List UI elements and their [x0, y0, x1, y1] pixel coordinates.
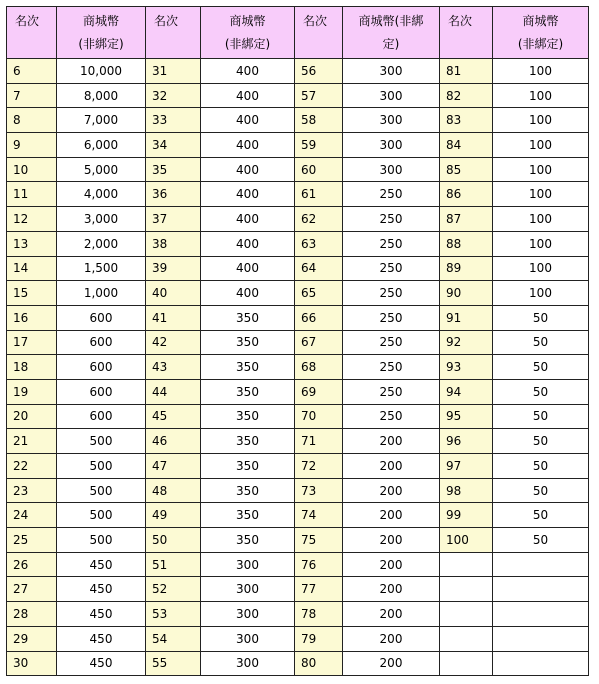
table-row: [7, 552, 589, 577]
rank-cell: 39: [146, 256, 201, 281]
amount-cell: 300: [343, 108, 440, 133]
amount-cell: 100: [493, 157, 589, 182]
rank-cell: 63: [295, 231, 343, 256]
amount-cell: 50: [493, 305, 589, 330]
amount-cell: 450: [57, 577, 146, 602]
amount-cell: 50: [493, 429, 589, 454]
rank-cell: 7: [7, 83, 57, 108]
header-rank-2: 名次: [146, 7, 201, 59]
rank-cell: 53: [146, 602, 201, 627]
amount-cell: 8,000: [57, 83, 146, 108]
amount-cell: 600: [57, 404, 146, 429]
rank-cell: 35: [146, 157, 201, 182]
amount-cell: 300: [343, 83, 440, 108]
header-amount-2: [201, 7, 295, 59]
rank-cell: 25: [7, 528, 57, 553]
rank-cell: 9: [7, 133, 57, 158]
amount-cell: 400: [201, 83, 295, 108]
empty-cell: [440, 552, 493, 577]
amount-cell: 300: [201, 626, 295, 651]
rank-cell: 78: [295, 602, 343, 627]
amount-cell: 100: [493, 108, 589, 133]
rank-cell: 51: [146, 552, 201, 577]
rank-cell: 36: [146, 182, 201, 207]
amount-cell: 450: [57, 552, 146, 577]
table-row: [7, 602, 589, 627]
rank-cell: 74: [295, 503, 343, 528]
rank-cell: 55: [146, 651, 201, 676]
amount-cell: 250: [343, 355, 440, 380]
header-amount-2-line-1: 商城幣: [229, 14, 266, 28]
amount-cell: 250: [343, 404, 440, 429]
table-row: [7, 157, 589, 182]
header-amount-3: [343, 7, 440, 59]
table-row: [7, 83, 589, 108]
amount-cell: 3,000: [57, 207, 146, 232]
amount-cell: 350: [201, 429, 295, 454]
rank-cell: 64: [295, 256, 343, 281]
table-row: [7, 133, 589, 158]
rank-cell: 56: [295, 59, 343, 84]
amount-cell: 50: [493, 379, 589, 404]
rank-cell: 19: [7, 379, 57, 404]
amount-cell: 250: [343, 182, 440, 207]
rank-cell: 59: [295, 133, 343, 158]
rank-cell: 83: [440, 108, 493, 133]
rank-cell: 49: [146, 503, 201, 528]
rank-cell: 40: [146, 281, 201, 306]
header-rank-1: 名次: [7, 7, 57, 59]
rank-cell: 70: [295, 404, 343, 429]
header-amount-4-line-2: (非綁定): [517, 37, 564, 51]
amount-cell: 500: [57, 528, 146, 553]
amount-cell: 500: [57, 429, 146, 454]
amount-cell: 250: [343, 207, 440, 232]
amount-cell: 1,500: [57, 256, 146, 281]
amount-cell: 250: [343, 379, 440, 404]
rank-cell: 100: [440, 528, 493, 553]
amount-cell: 200: [343, 528, 440, 553]
rank-cell: 30: [7, 651, 57, 676]
amount-cell: 450: [57, 626, 146, 651]
amount-cell: 400: [201, 256, 295, 281]
amount-cell: 300: [201, 651, 295, 676]
amount-cell: 100: [493, 133, 589, 158]
amount-cell: 400: [201, 59, 295, 84]
rank-cell: 22: [7, 454, 57, 479]
amount-cell: 500: [57, 503, 146, 528]
rank-cell: 60: [295, 157, 343, 182]
rank-cell: 92: [440, 330, 493, 355]
amount-cell: 200: [343, 626, 440, 651]
header-amount-1: [57, 7, 146, 59]
empty-cell: [440, 651, 493, 676]
rank-cell: 80: [295, 651, 343, 676]
rank-cell: 84: [440, 133, 493, 158]
rank-cell: 47: [146, 454, 201, 479]
amount-cell: 350: [201, 478, 295, 503]
amount-cell: 300: [201, 602, 295, 627]
rank-cell: 34: [146, 133, 201, 158]
amount-cell: 400: [201, 157, 295, 182]
table-row: [7, 207, 589, 232]
rank-cell: 52: [146, 577, 201, 602]
rank-cell: 48: [146, 478, 201, 503]
rank-cell: 66: [295, 305, 343, 330]
table-row: [7, 256, 589, 281]
amount-cell: 200: [343, 577, 440, 602]
amount-cell: 300: [343, 133, 440, 158]
table-row: [7, 528, 589, 553]
rank-cell: 57: [295, 83, 343, 108]
rank-cell: 45: [146, 404, 201, 429]
amount-cell: 200: [343, 454, 440, 479]
rank-cell: 82: [440, 83, 493, 108]
rank-cell: 68: [295, 355, 343, 380]
rank-cell: 23: [7, 478, 57, 503]
rank-cell: 28: [7, 602, 57, 627]
amount-cell: 350: [201, 454, 295, 479]
table-row: [7, 379, 589, 404]
rank-cell: 8: [7, 108, 57, 133]
rank-cell: 20: [7, 404, 57, 429]
rank-cell: 86: [440, 182, 493, 207]
table-row: [7, 108, 589, 133]
rank-cell: 77: [295, 577, 343, 602]
amount-cell: 200: [343, 429, 440, 454]
rank-cell: 32: [146, 83, 201, 108]
amount-cell: 600: [57, 330, 146, 355]
rank-cell: 98: [440, 478, 493, 503]
rank-cell: 10: [7, 157, 57, 182]
table-row: [7, 454, 589, 479]
amount-cell: 300: [201, 552, 295, 577]
rank-cell: 61: [295, 182, 343, 207]
rank-cell: 96: [440, 429, 493, 454]
amount-cell: 500: [57, 454, 146, 479]
rank-cell: 95: [440, 404, 493, 429]
table-row: [7, 503, 589, 528]
rank-cell: 50: [146, 528, 201, 553]
rank-cell: 44: [146, 379, 201, 404]
rank-cell: 81: [440, 59, 493, 84]
empty-cell: [493, 626, 589, 651]
rank-cell: 26: [7, 552, 57, 577]
rank-cell: 73: [295, 478, 343, 503]
rank-cell: 76: [295, 552, 343, 577]
amount-cell: 50: [493, 528, 589, 553]
rank-cell: 15: [7, 281, 57, 306]
rank-cell: 85: [440, 157, 493, 182]
rank-cell: 54: [146, 626, 201, 651]
amount-cell: 50: [493, 355, 589, 380]
rank-cell: 69: [295, 379, 343, 404]
table-row: [7, 626, 589, 651]
header-rank-3: 名次: [295, 7, 343, 59]
rank-cell: 99: [440, 503, 493, 528]
header-row: [7, 7, 589, 59]
table-row: [7, 651, 589, 676]
rank-cell: 89: [440, 256, 493, 281]
empty-cell: [493, 651, 589, 676]
rank-cell: 42: [146, 330, 201, 355]
amount-cell: 400: [201, 133, 295, 158]
amount-cell: 300: [201, 577, 295, 602]
rank-cell: 11: [7, 182, 57, 207]
amount-cell: 200: [343, 478, 440, 503]
table-row: [7, 59, 589, 84]
amount-cell: 400: [201, 281, 295, 306]
amount-cell: 100: [493, 83, 589, 108]
header-amount-4-line-1: 商城幣: [522, 14, 559, 28]
amount-cell: 100: [493, 281, 589, 306]
amount-cell: 4,000: [57, 182, 146, 207]
header-amount-1-line-1: 商城幣: [82, 14, 119, 28]
amount-cell: 200: [343, 602, 440, 627]
amount-cell: 500: [57, 478, 146, 503]
amount-cell: 50: [493, 404, 589, 429]
header-amount-3-line-2: 定): [382, 37, 400, 51]
rank-cell: 46: [146, 429, 201, 454]
rank-cell: 90: [440, 281, 493, 306]
amount-cell: 100: [493, 207, 589, 232]
rank-cell: 62: [295, 207, 343, 232]
amount-cell: 250: [343, 231, 440, 256]
rank-cell: 71: [295, 429, 343, 454]
amount-cell: 200: [343, 503, 440, 528]
amount-cell: 250: [343, 256, 440, 281]
header-amount-4: [493, 7, 589, 59]
rank-cell: 43: [146, 355, 201, 380]
amount-cell: 100: [493, 182, 589, 207]
rank-cell: 29: [7, 626, 57, 651]
rank-cell: 27: [7, 577, 57, 602]
rank-cell: 75: [295, 528, 343, 553]
amount-cell: 400: [201, 182, 295, 207]
amount-cell: 450: [57, 651, 146, 676]
amount-cell: 250: [343, 281, 440, 306]
rank-cell: 58: [295, 108, 343, 133]
amount-cell: 400: [201, 207, 295, 232]
table-row: [7, 577, 589, 602]
amount-cell: 350: [201, 330, 295, 355]
amount-cell: 50: [493, 503, 589, 528]
rank-cell: 18: [7, 355, 57, 380]
rank-reward-table: [6, 6, 589, 676]
table-body: [7, 7, 589, 676]
amount-cell: 5,000: [57, 157, 146, 182]
rank-cell: 38: [146, 231, 201, 256]
rank-cell: 6: [7, 59, 57, 84]
table-row: [7, 305, 589, 330]
rank-cell: 72: [295, 454, 343, 479]
amount-cell: 100: [493, 256, 589, 281]
amount-cell: 350: [201, 355, 295, 380]
empty-cell: [440, 602, 493, 627]
rank-cell: 17: [7, 330, 57, 355]
rank-cell: 94: [440, 379, 493, 404]
amount-cell: 350: [201, 379, 295, 404]
amount-cell: 2,000: [57, 231, 146, 256]
rank-cell: 41: [146, 305, 201, 330]
amount-cell: 250: [343, 305, 440, 330]
header-amount-2-line-2: (非綁定): [224, 37, 271, 51]
rank-cell: 13: [7, 231, 57, 256]
header-amount-3-line-1: 商城幣(非綁: [358, 14, 424, 28]
amount-cell: 350: [201, 528, 295, 553]
rank-cell: 93: [440, 355, 493, 380]
table-row: [7, 231, 589, 256]
amount-cell: 6,000: [57, 133, 146, 158]
rank-cell: 91: [440, 305, 493, 330]
rank-cell: 33: [146, 108, 201, 133]
rank-cell: 14: [7, 256, 57, 281]
table-row: [7, 478, 589, 503]
rank-cell: 37: [146, 207, 201, 232]
table-row: [7, 355, 589, 380]
amount-cell: 7,000: [57, 108, 146, 133]
amount-cell: 600: [57, 379, 146, 404]
rank-cell: 31: [146, 59, 201, 84]
amount-cell: 600: [57, 305, 146, 330]
empty-cell: [493, 552, 589, 577]
empty-cell: [493, 577, 589, 602]
amount-cell: 300: [343, 157, 440, 182]
amount-cell: 50: [493, 454, 589, 479]
header-rank-4: 名次: [440, 7, 493, 59]
empty-cell: [493, 602, 589, 627]
rank-cell: 88: [440, 231, 493, 256]
rank-cell: 16: [7, 305, 57, 330]
amount-cell: 200: [343, 651, 440, 676]
amount-cell: 200: [343, 552, 440, 577]
rank-cell: 24: [7, 503, 57, 528]
table-row: [7, 429, 589, 454]
amount-cell: 600: [57, 355, 146, 380]
rank-cell: 12: [7, 207, 57, 232]
table-row: [7, 281, 589, 306]
empty-cell: [440, 626, 493, 651]
amount-cell: 50: [493, 478, 589, 503]
rank-cell: 97: [440, 454, 493, 479]
amount-cell: 450: [57, 602, 146, 627]
rank-cell: 65: [295, 281, 343, 306]
amount-cell: 350: [201, 305, 295, 330]
amount-cell: 100: [493, 231, 589, 256]
rank-cell: 21: [7, 429, 57, 454]
empty-cell: [440, 577, 493, 602]
amount-cell: 100: [493, 59, 589, 84]
table-row: [7, 182, 589, 207]
amount-cell: 400: [201, 231, 295, 256]
amount-cell: 250: [343, 330, 440, 355]
amount-cell: 10,000: [57, 59, 146, 84]
rank-cell: 87: [440, 207, 493, 232]
table-row: [7, 330, 589, 355]
rank-cell: 67: [295, 330, 343, 355]
amount-cell: 300: [343, 59, 440, 84]
header-amount-1-line-2: (非綁定): [78, 37, 124, 51]
table-row: [7, 404, 589, 429]
rank-cell: 79: [295, 626, 343, 651]
amount-cell: 1,000: [57, 281, 146, 306]
amount-cell: 350: [201, 404, 295, 429]
amount-cell: 400: [201, 108, 295, 133]
amount-cell: 50: [493, 330, 589, 355]
amount-cell: 350: [201, 503, 295, 528]
